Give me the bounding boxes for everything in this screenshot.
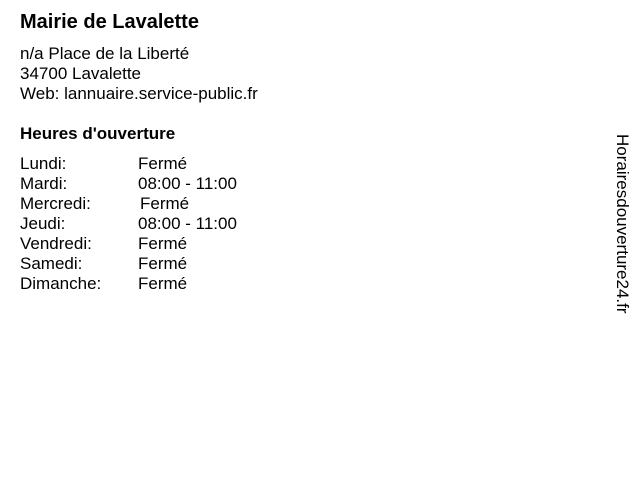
hours-day-label: Vendredi: <box>20 234 92 253</box>
hours-value: Fermé <box>140 194 190 213</box>
hours-day-label: Jeudi: <box>20 214 66 233</box>
hours-value: Fermé <box>138 154 188 173</box>
hours-day-label: Dimanche: <box>20 274 102 293</box>
address-website[interactable]: Web: lannuaire.service-public.fr <box>20 84 258 103</box>
hours-day-label: Mercredi: <box>20 194 91 213</box>
hours-day-label: Samedi: <box>20 254 83 273</box>
hours-value: Fermé <box>138 254 188 273</box>
hours-day-label: Lundi: <box>20 154 67 173</box>
hours-day-label: Mardi: <box>20 174 68 193</box>
site-brand-vertical: Horairesdouverture24.fr <box>613 134 632 314</box>
address-block <box>20 44 258 104</box>
hours-value: Fermé <box>138 234 188 253</box>
address-postal-city: 34700 Lavalette <box>20 64 141 83</box>
opening-hours-heading: Heures d'ouverture <box>20 124 176 143</box>
hours-value: 08:00 - 11:00 <box>138 174 237 193</box>
address-street: n/a Place de la Liberté <box>20 44 190 63</box>
page-title: Mairie de Lavalette <box>20 11 199 33</box>
hours-value: 08:00 - 11:00 <box>138 214 237 233</box>
hours-value: Fermé <box>138 274 188 293</box>
